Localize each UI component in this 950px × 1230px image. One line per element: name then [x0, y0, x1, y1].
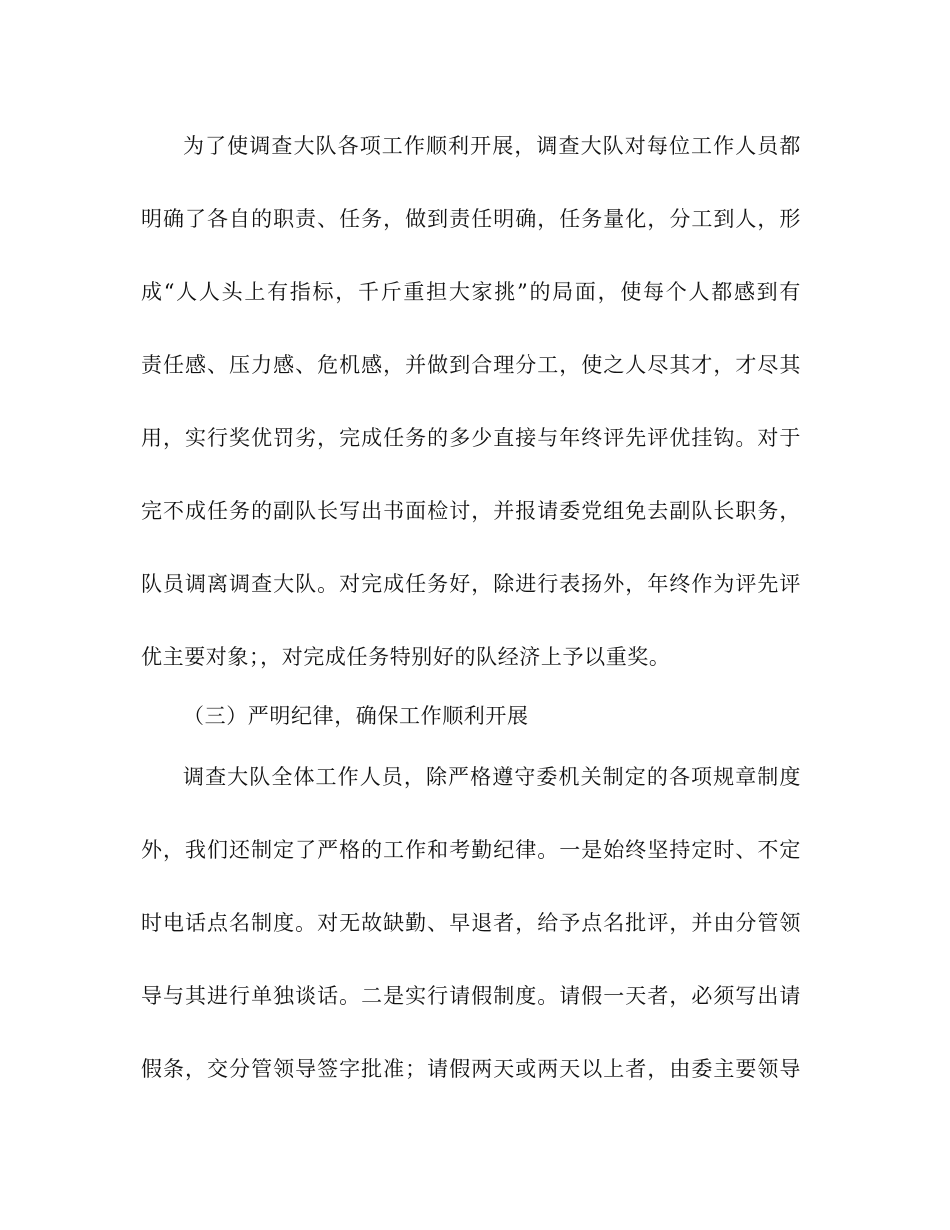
paragraph-2-line-5: 假条，交分管领导签字批准；请假两天或两天以上者，由委主要领导 [141, 1057, 801, 1081]
paragraph-1-line-2: 明确了各自的职责、任务，做到责任明确，任务量化，分工到人，形 [141, 207, 801, 231]
paragraph-1-line-1: 为了使调查大队各项工作顺利开展，调查大队对每位工作人员都 [183, 134, 801, 158]
section-heading-3: （三）严明纪律，确保工作顺利开展 [183, 704, 529, 728]
paragraph-1-line-8: 优主要对象；，对完成任务特别好的队经济上予以重奖。 [141, 645, 671, 669]
paragraph-1-line-3: 成“人人头上有指标，千斤重担大家挑”的局面，使每个人都感到有 [141, 280, 801, 304]
paragraph-1-line-4: 责任感、压力感、危机感，并做到合理分工，使之人尽其才，才尽其 [141, 353, 801, 377]
paragraph-2-line-2: 外，我们还制定了严格的工作和考勤纪律。一是始终坚持定时、不定 [141, 838, 801, 862]
paragraph-1-line-6: 完不成任务的副队长写出书面检讨，并报请委党组免去副队长职务， [141, 499, 801, 523]
paragraph-2-line-4: 导与其进行单独谈话。二是实行请假制度。请假一天者，必须写出请 [141, 984, 801, 1008]
paragraph-1-line-7: 队员调离调查大队。对完成任务好，除进行表扬外，年终作为评先评 [141, 572, 801, 596]
paragraph-1-line-5: 用，实行奖优罚劣，完成任务的多少直接与年终评先评优挂钩。对于 [141, 426, 801, 450]
paragraph-2-line-1: 调查大队全体工作人员，除严格遵守委机关制定的各项规章制度 [183, 765, 801, 789]
paragraph-2-line-3: 时电话点名制度。对无故缺勤、早退者，给予点名批评，并由分管领 [141, 911, 801, 935]
